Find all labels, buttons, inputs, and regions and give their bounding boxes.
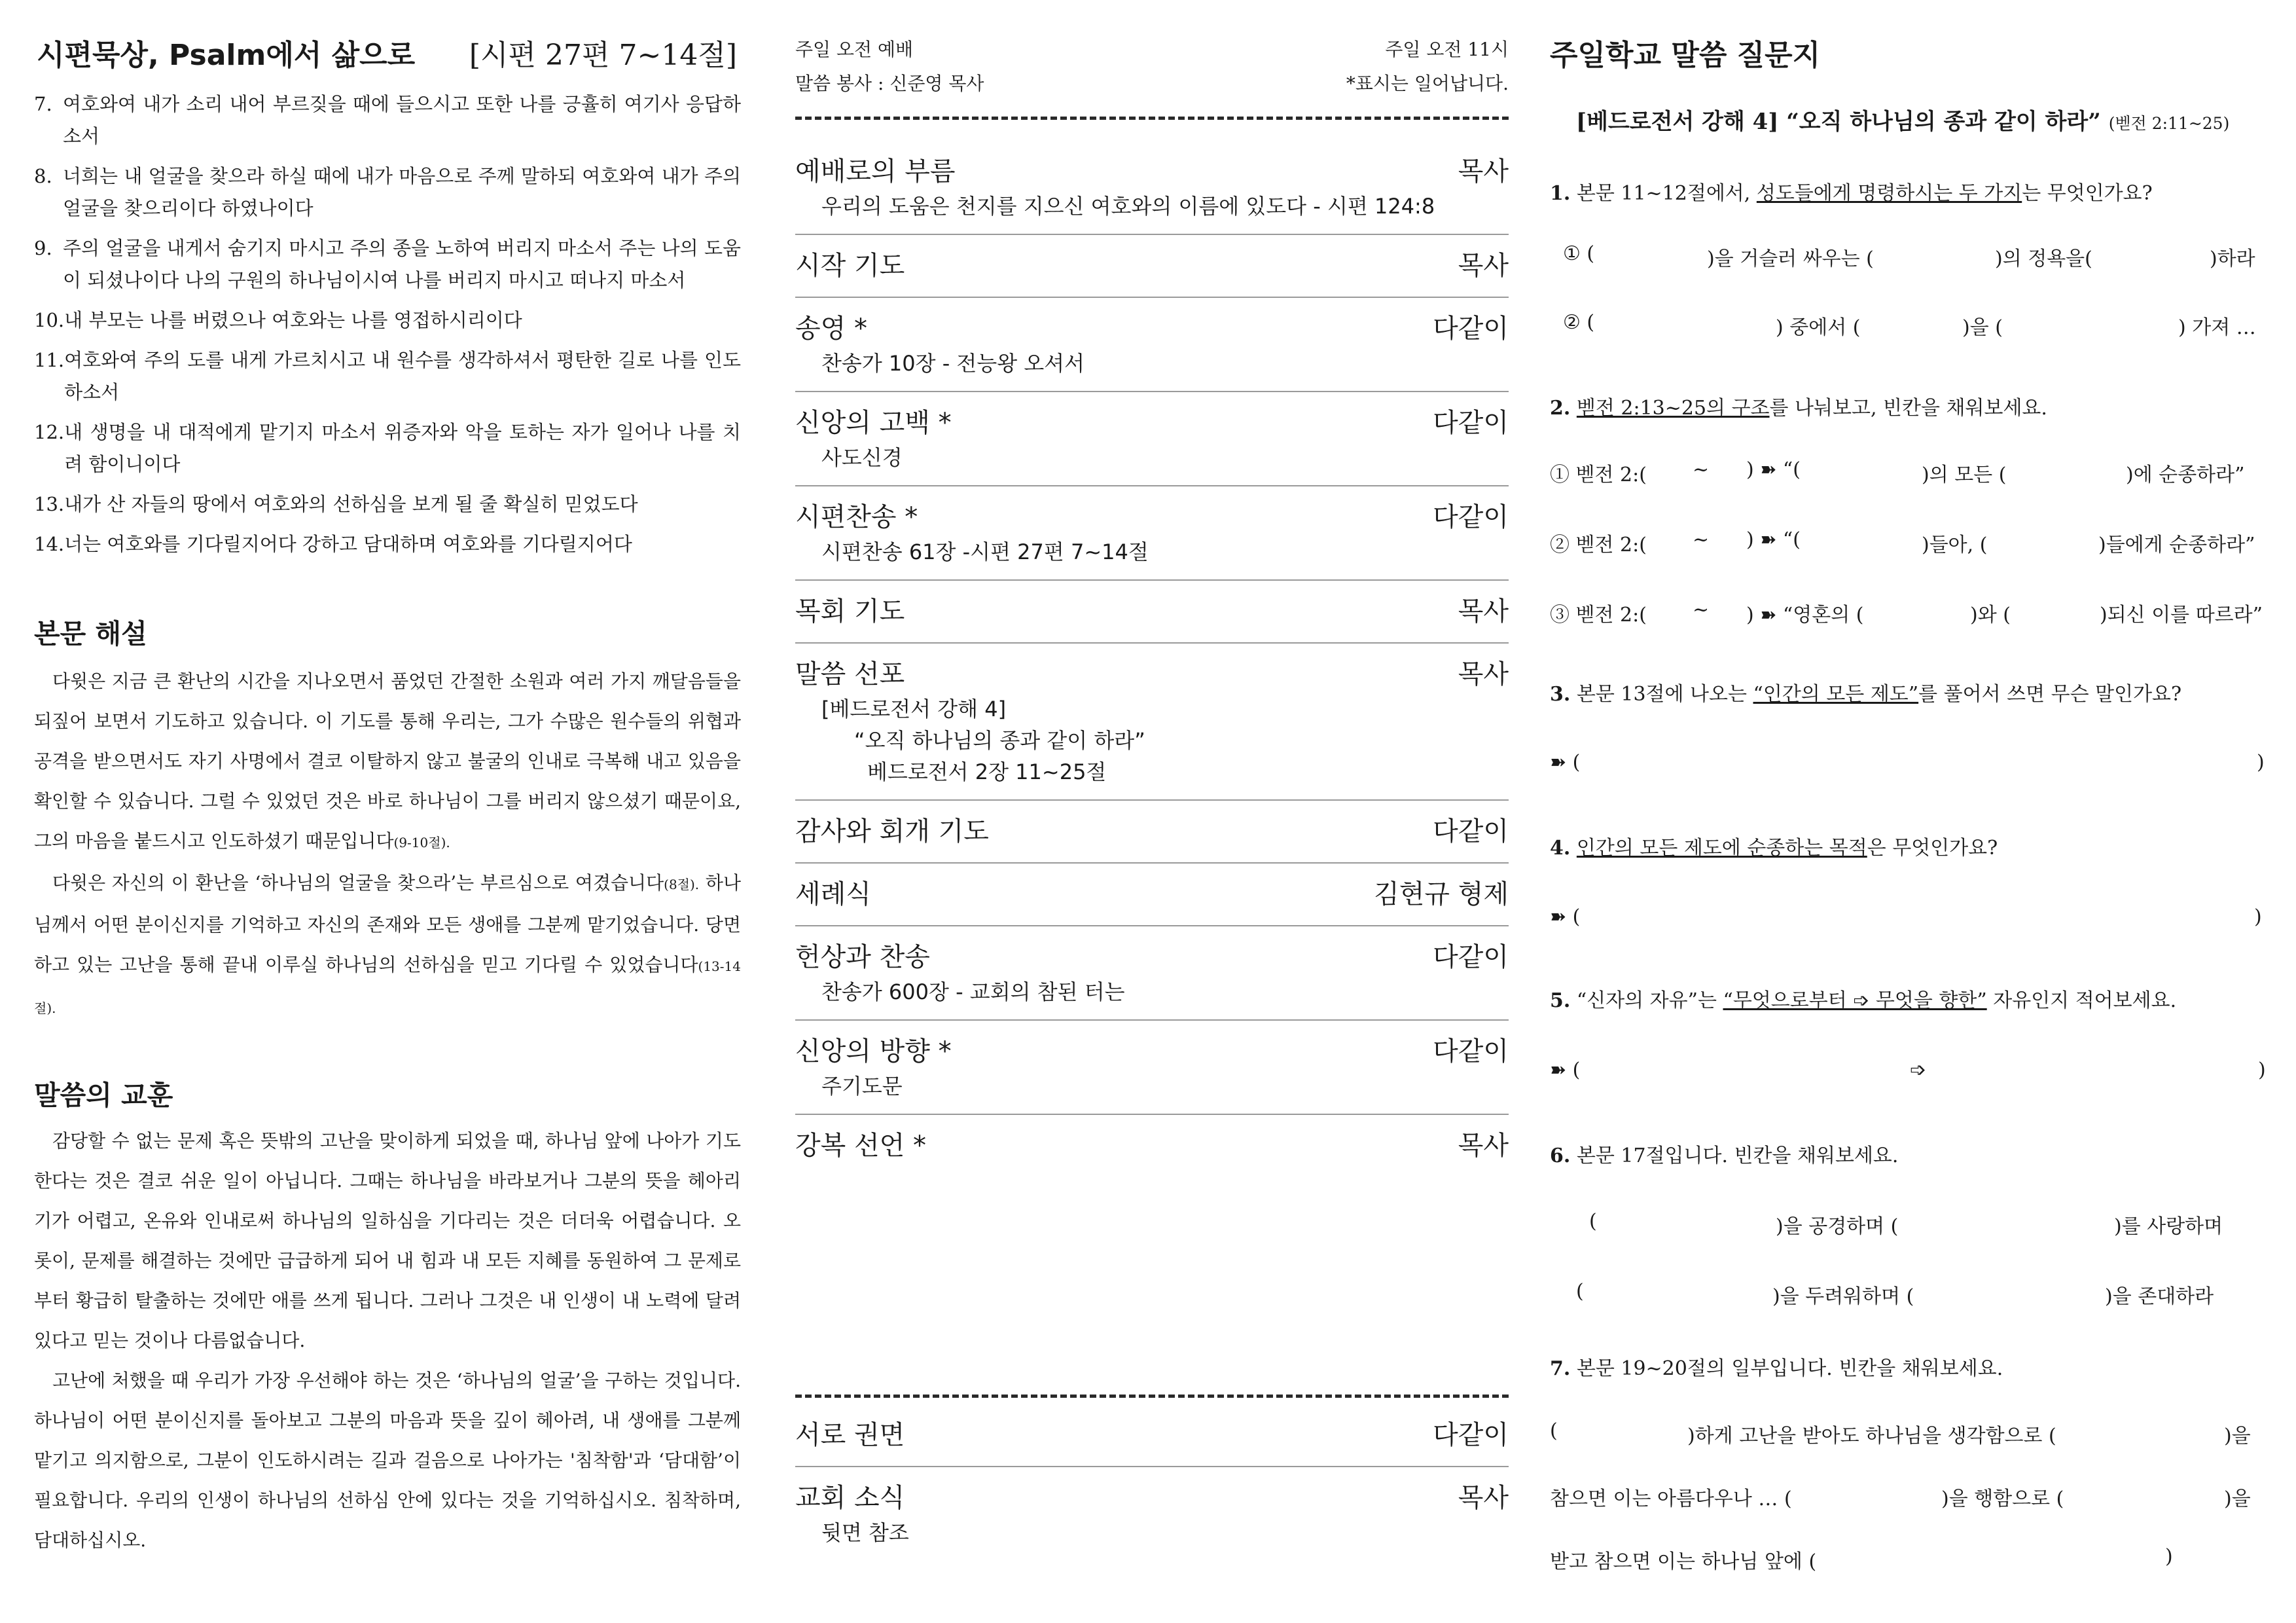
lesson-paragraph: 고난에 처했을 때 우리가 가장 우선해야 하는 것은 ‘하나님의 얼굴’을 구하는 것입니다. 하나님이 어떤 분이신지를 돌아보고 그분의 마음과 뜻을 깊이 헤아려, 내 생애를 그분께 맡기고 의지함으로, 그분이 인도하시려는 길과 걸음으로 나아가는 '침착함'과 ‘담대함’이 필요합니다. 우리의 인생이 하나님의 선하심 안에 있다는 것을 기억하십시오. 침착하며, 담대하십시오. — [34, 1370, 741, 1551]
question-1-blank-a[interactable]: ① ( )을 거슬러 싸우는 ( )의 정욕을( )하라 — [1563, 242, 2255, 270]
questionnaire-subtitle: [베드로전서 강해 4] “오직 하나님의 종과 같이 하라” (벧전 2:11~25) — [1576, 109, 2230, 135]
order-item: 강복 선언 * 목사 — [795, 1131, 1509, 1161]
order-item: 신앙의 방향 * 다같이 주기도문 — [795, 1021, 1509, 1115]
question-6-blank-a[interactable]: ( )을 공경하며 ( )를 사랑하며 — [1589, 1210, 2223, 1238]
order-item: 세례식 김현규 형제 — [795, 864, 1509, 926]
lesson-paragraph: 감당할 수 없는 문제 혹은 뜻밖의 고난을 맞이하게 되었을 때, 하나님 앞에 나아가 기도한다는 것은 결코 쉬운 일이 아닙니다. 그때는 하나님을 바라보거나 그분의 뜻을 헤아리기가 어렵고, 온유와 인내로써 하나님의 일하심을 기다리는 것은 더더욱 어렵습니다. 오롯이, 문제를 해결하는 것에만 급급하게 되어 내 힘과 내 모든 지혜를 동원하여 그 문제로부터 황급히 탈출하는 것에만 애를 쓰게 됩니다. 그러나 그것은 내 인생이 내 노력에 달려 있다고 믿는 것이나 다름없습니다. — [34, 1130, 741, 1351]
order-item: 말씀 선포 목사 [베드로전서 강해 4] “오직 하나님의 종과 같이 하라” 베드로전서 2장 11~25절 — [795, 644, 1509, 801]
worship-order-list — [795, 141, 1509, 1176]
verse-list — [34, 88, 741, 568]
order-item: 감사와 회개 기도 다같이 — [795, 801, 1509, 864]
order-item: 시작 기도 목사 — [795, 235, 1509, 298]
meditation-title: 시편묵상, Psalm에서 삶으로 [시편 27편 7~14절] — [37, 31, 737, 77]
verse-item: 8. 너희는 내 얼굴을 찾으라 하실 때에 내가 마음으로 주께 말하되 여호와여 내가 주의 얼굴을 찾으리이다 하였나이다 — [34, 165, 741, 219]
verse-item: 14. 너는 여호와를 기다릴지어다 강하고 담대하며 여호와를 기다릴지어다 — [34, 533, 632, 555]
verse-item: 13. 내가 산 자들의 땅에서 여호와의 선하심을 보게 될 줄 확실히 믿었도다 — [34, 493, 638, 515]
verse-item: 7. 여호와여 내가 소리 내어 부르짖을 때에 들으시고 또한 나를 긍휼히 여기사 응답하소서 — [34, 93, 741, 147]
question-1-blank-b[interactable]: ② ( ) 중에서 ( )을 ( ) 가져 … — [1563, 311, 2256, 339]
order-item: 시편찬송 * 다같이 시편찬송 61장 -시편 27편 7~14절 — [795, 486, 1509, 581]
question-2: 2. 벧전 2:13~25의 구조를 나눠보고, 빈칸을 채워보세요. — [1550, 397, 2047, 420]
order-item: 송영 * 다같이 찬송가 10장 - 전능왕 오셔서 — [795, 298, 1509, 392]
lesson-text — [34, 1121, 741, 1560]
question-6-blank-b[interactable]: ( )을 두려워하며 ( )을 존대하라 — [1576, 1280, 2214, 1308]
question-2-blank-a[interactable]: ① 벧전 2:( ~ ) ➽ “( )의 모든 ( )에 순종하라” — [1550, 458, 2245, 486]
lesson-heading: 말씀의 교훈 — [34, 1080, 173, 1111]
explanation-paragraph: 다윗은 자신의 이 환난을 ‘하나님의 얼굴을 찾으라’는 부르심으로 여겼습니다(8절). 하나님께서 어떤 분이신지를 기억하고 자신의 존재와 모든 생애를 그분께 맡기었습니다. 당면하고 있는 고난을 통해 끝내 이루실 하나님의 선하심을 믿고 기다릴 수 있었습니다(13-14절). — [34, 872, 742, 1016]
sunday-school-questions-column — [1550, 0, 2266, 1623]
questionnaire-title: 주일학교 말씀 질문지 — [1550, 39, 1821, 72]
order-item: 예배로의 부름 목사 우리의 도움은 천지를 지으신 여호와의 이름에 있도다 - 시편 124:8 — [795, 141, 1509, 235]
worship-order-list-after — [795, 1404, 1509, 1560]
question-5-answer[interactable]: ➽ ( ➩ ) — [1550, 1059, 2266, 1082]
question-2-blank-b[interactable]: ② 벧전 2:( ~ ) ➽ “( )들아, ( )들에게 순종하라” — [1550, 528, 2255, 556]
preacher: 말씀 봉사 : 신준영 목사 — [795, 73, 984, 94]
question-6: 6. 본문 17절입니다. 빈칸을 채워보세요. — [1550, 1144, 1899, 1167]
meditation-scripture-ref: [시편 27편 7~14절] — [469, 39, 737, 72]
question-3-answer[interactable]: ➽ ( ) — [1550, 751, 2265, 774]
order-item: 목회 기도 목사 — [795, 581, 1509, 644]
service-info — [795, 33, 1509, 101]
question-2-blank-c[interactable]: ③ 벧전 2:( ~ ) ➽ “영혼의 ( )와 ( )되신 이를 따르라” — [1550, 598, 2263, 627]
explanation-text — [34, 661, 741, 1029]
question-7-blank-b[interactable]: 참으면 이는 아름다우나 … ( )을 행함으로 ( )을 — [1550, 1487, 2251, 1510]
question-1: 1. 본문 11~12절에서, 성도들에게 명령하시는 두 가지는 무엇인가요? — [1550, 182, 2153, 205]
dashed-divider — [795, 1395, 1509, 1398]
verse-item: 11. 여호와여 주의 도를 내게 가르치시고 내 원수를 생각하셔서 평탄한 길로 나를 인도하소서 — [34, 349, 741, 403]
explanation-heading: 본문 해설 — [34, 618, 147, 649]
verse-item: 9. 주의 얼굴을 내게서 숨기지 마시고 주의 종을 노하여 버리지 마소서 주는 나의 도움이 되셨나이다 나의 구원의 하나님이시여 나를 버리지 마시고 떠나지 마소서 — [34, 237, 741, 291]
order-item: 신앙의 고백 * 다같이 사도신경 — [795, 392, 1509, 486]
service-time: 주일 오전 11시 — [1385, 39, 1509, 60]
question-5: 5. “신자의 자유”는 “무엇으로부터 ➩ 무엇을 향한” 자유인지 적어보세요. — [1550, 989, 2177, 1012]
question-7: 7. 본문 19~20절의 일부입니다. 빈칸을 채워보세요. — [1550, 1357, 2003, 1380]
question-4: 4. 인간의 모든 제도에 순종하는 목적은 무엇인가요? — [1550, 837, 1998, 860]
worship-order-column — [795, 0, 1509, 1623]
explanation-paragraph: 다윗은 지금 큰 환난의 시간을 지나오면서 품었던 간절한 소원과 여러 가지 깨달음들을 되짚어 보면서 기도하고 있습니다. 이 기도를 통해 우리는, 그가 수많은 원수들의 위협과 공격을 받으면서도 자기 사명에서 결코 이탈하지 않고 불굴의 인내로 극복해 내고 있음을 확인할 수 있습니다. 그럴 수 있었던 것은 바로 하나님이 그를 버리지 않으셨기 때문이요, 그의 마음을 붙드시고 인도하셨기 때문입니다(9-10절). — [34, 670, 741, 852]
question-7-blank-c[interactable]: 받고 참으면 이는 하나님 앞에 ( ) — [1550, 1545, 2173, 1573]
order-item: 교회 소식 목사 뒷면 참조 — [795, 1483, 1509, 1545]
question-3: 3. 본문 13절에 나오는 “인간의 모든 제도”를 풀어서 쓰면 무슨 말인가요? — [1550, 683, 2182, 706]
verse-item: 10. 내 부모는 나를 버렸으나 여호와는 나를 영접하시리이다 — [34, 309, 522, 331]
question-4-answer[interactable]: ➽ ( ) — [1550, 905, 2262, 928]
stand-note: *표시는 일어납니다. — [1346, 73, 1509, 94]
psalm-meditation-column — [34, 0, 741, 1623]
order-item: 헌상과 찬송 다같이 찬송가 600장 - 교회의 참된 터는 — [795, 926, 1509, 1021]
verse-item: 12. 내 생명을 내 대적에게 맡기지 마소서 위증자와 악을 토하는 자가 일어나 나를 치려 함이니이다 — [34, 421, 741, 475]
dashed-divider — [795, 117, 1509, 120]
question-7-blank-a[interactable]: ( )하게 고난을 받아도 하나님을 생각함으로 ( )을 — [1550, 1419, 2251, 1448]
order-item: 서로 권면 다같이 — [795, 1404, 1509, 1467]
service-name: 주일 오전 예배 — [795, 39, 914, 60]
